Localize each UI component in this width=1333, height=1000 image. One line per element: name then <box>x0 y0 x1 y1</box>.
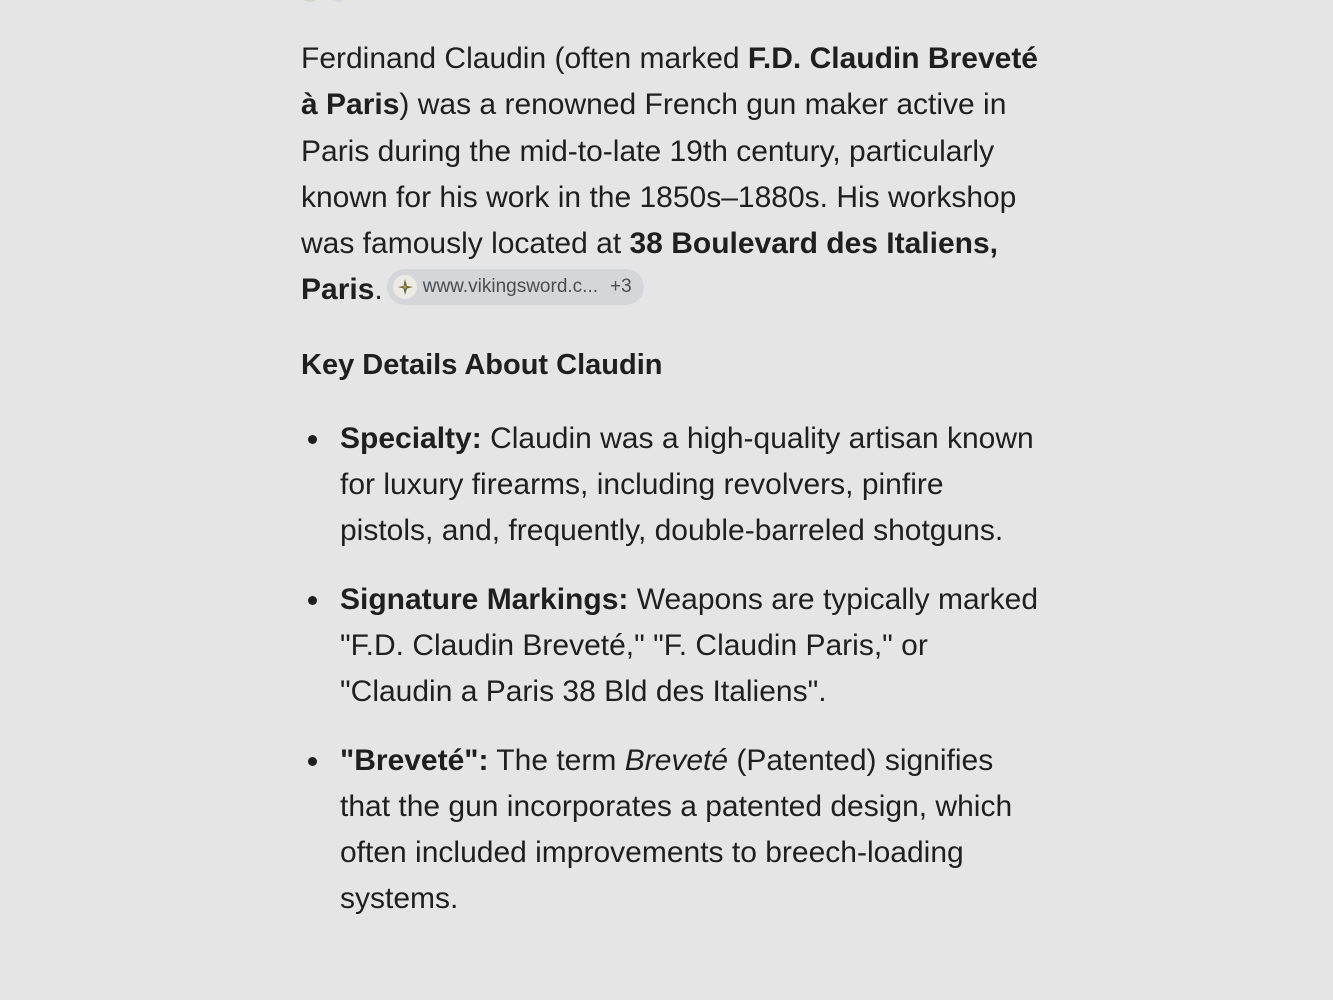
source-chip-count: +3 <box>610 276 632 298</box>
bullet-icon <box>308 435 317 444</box>
list-item-text: (Patented) signifies that the gun incorporates a patented design, which often included improvements to breech-loading systems. <box>340 743 1013 916</box>
source-avatar <box>325 0 351 4</box>
list-item-label: Signature Markings: <box>340 582 629 616</box>
bullet-icon <box>308 757 317 766</box>
intro-paragraph <box>301 36 1041 314</box>
intro-bold-address: 38 Boulevard des Italiens, Paris <box>301 227 998 307</box>
intro-bold-marking: F.D. Claudin Breveté à Paris <box>301 42 1038 122</box>
source-chip[interactable] <box>387 269 644 305</box>
list-item-text: Weapons are typically marked "F.D. Claudin Breveté," "F. Claudin Paris," or "Claudin a Paris 38 Bld des Italiens". <box>340 582 1039 709</box>
list-item <box>301 738 1041 923</box>
list-item-text: Claudin was a high-quality artisan known for luxury firearms, including revolvers, pinfire pistols, and, frequently, double-barreled shotguns. <box>340 421 1034 548</box>
bullet-icon <box>308 596 317 605</box>
source-avatars <box>297 0 361 6</box>
source-avatar <box>297 0 323 4</box>
intro-text: Ferdinand Claudin (often marked <box>301 42 748 75</box>
list-item <box>301 577 1041 716</box>
section-heading: Key Details About Claudin <box>301 348 663 381</box>
response-content <box>301 36 1041 945</box>
favicon-icon <box>393 275 417 299</box>
intro-text: . <box>374 273 383 307</box>
source-chip-site: www.vikingsword.c... <box>422 276 599 298</box>
intro-text: ) was a renowned French gun maker active in Paris during the mid-to-late 19th century, particularly known for his work in the 1850s–1880s. His workshop was famously located at <box>301 88 1017 261</box>
list-item-italic: Breveté <box>624 743 729 777</box>
list-item-label: Specialty: <box>340 421 482 455</box>
list-item-label: "Breveté": <box>340 743 489 777</box>
list-item-text: The term <box>488 743 625 777</box>
details-list <box>301 416 1041 923</box>
list-item <box>301 416 1041 555</box>
